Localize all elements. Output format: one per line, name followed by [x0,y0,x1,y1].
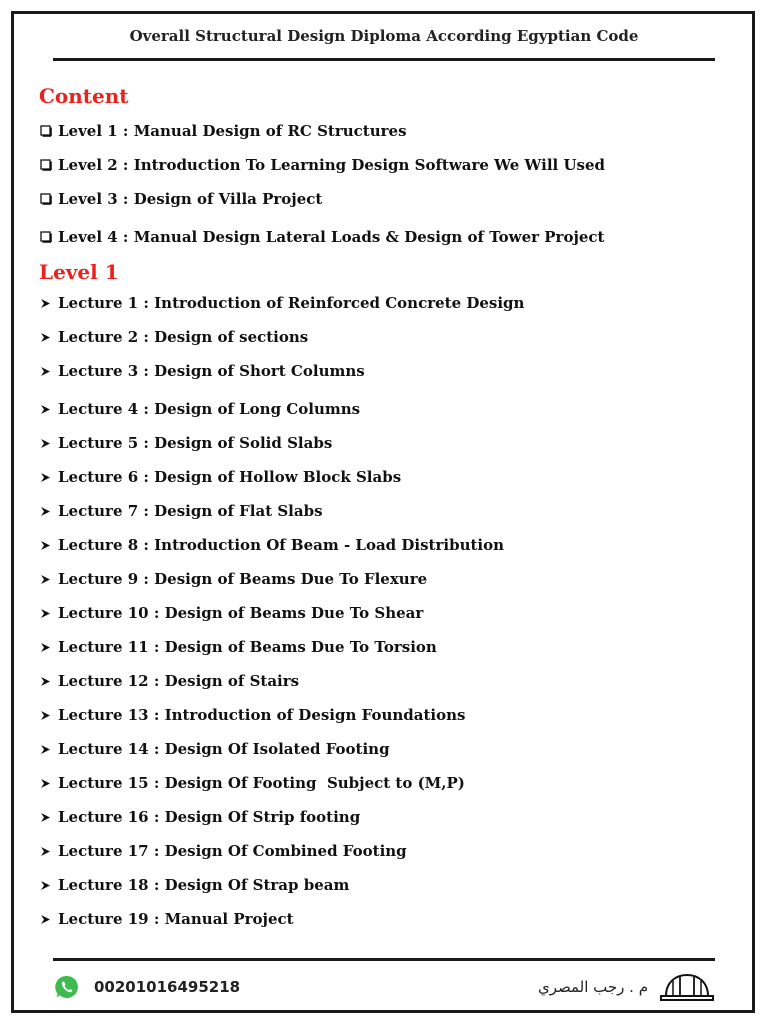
arrow-bullet-icon [40,704,58,726]
footer-divider [53,958,715,961]
lecture-item-label: Lecture 19 : Manual Project [58,910,294,928]
lecture-item-8 [40,534,504,556]
lecture-item-6 [40,466,401,488]
lecture-item-label: Lecture 7 : Design of Flat Slabs [58,502,323,520]
lecture-item-label: Lecture 17 : Design Of Combined Footing [58,842,407,860]
lecture-item-11 [40,636,437,658]
lecture-item-18 [40,874,349,896]
arrow-bullet-icon [40,908,58,930]
arrow-bullet-icon [40,840,58,862]
arrow-bullet-icon [40,738,58,760]
lecture-item-label: Lecture 11 : Design of Beams Due To Torsion [58,638,437,656]
arrow-bullet-icon [40,466,58,488]
lecture-item-9 [40,568,427,590]
lecture-item-19 [40,908,294,930]
lecture-item-label: Lecture 8 : Introduction Of Beam - Load Distribution [58,536,505,554]
level-item-label: Level 2 : Introduction To Learning Design Software We Will Used [58,156,606,174]
lecture-item-label: Lecture 15 : Design Of Footing Subject to (M,P) [58,774,465,792]
header-divider [53,58,715,61]
document-title: Overall Structural Design Diploma According Egyptian Code [129,27,639,45]
arrow-bullet-icon [40,534,58,556]
lecture-item-7 [40,500,323,522]
arrow-bullet-icon [40,292,58,314]
whatsapp-icon [54,974,80,1000]
arrow-bullet-icon [40,398,58,420]
lecture-item-5 [40,432,332,454]
lecture-item-label: Lecture 14 : Design Of Isolated Footing [58,740,390,758]
hard-hat-icon [658,970,716,1004]
level-1-heading: Level 1 [39,260,119,284]
checkbox-icon [40,226,58,248]
lecture-item-16 [40,806,360,828]
lecture-item-label: Lecture 10 : Design of Beams Due To Shear [58,604,424,622]
level-item-label: Level 3 : Design of Villa Project [58,190,323,208]
arrow-bullet-icon [40,432,58,454]
lecture-item-label: Lecture 13 : Introduction of Design Foundations [58,706,466,724]
checkbox-icon [40,120,58,142]
arrow-bullet-icon [40,636,58,658]
lecture-item-15 [40,772,465,794]
lecture-item-label: Lecture 18 : Design Of Strap beam [58,876,350,894]
contact-phone [54,974,240,1000]
lecture-item-label: Lecture 12 : Design of Stairs [58,672,300,690]
lecture-item-17 [40,840,407,862]
arrow-bullet-icon [40,772,58,794]
lecture-item-4 [40,398,360,420]
lecture-item-label: Lecture 3 : Design of Short Columns [58,362,365,380]
lecture-item-3 [40,360,365,382]
lecture-item-2 [40,326,308,348]
lecture-item-14 [40,738,390,760]
lecture-item-label: Lecture 9 : Design of Beams Due To Flexure [58,570,428,588]
arrow-bullet-icon [40,874,58,896]
arrow-bullet-icon [40,568,58,590]
lecture-item-label: Lecture 6 : Design of Hollow Block Slabs [58,468,402,486]
level-item-3 [40,188,322,210]
level-item-4 [40,226,604,248]
level-item-2 [40,154,605,176]
lecture-item-label: Lecture 2 : Design of sections [58,328,309,346]
arrow-bullet-icon [40,806,58,828]
author-name: م . رجب المصري [537,978,648,996]
arrow-bullet-icon [40,670,58,692]
lecture-item-12 [40,670,299,692]
level-item-1 [40,120,407,142]
content-heading: Content [39,84,129,108]
lecture-item-1 [40,292,524,314]
level-item-label: Level 4 : Manual Design Lateral Loads & Design of Tower Project [58,228,605,246]
checkbox-icon [40,154,58,176]
lecture-item-13 [40,704,465,726]
author-signature [538,970,716,1004]
arrow-bullet-icon [40,500,58,522]
arrow-bullet-icon [40,326,58,348]
lecture-item-label: Lecture 16 : Design Of Strip footing [58,808,361,826]
checkbox-icon [40,188,58,210]
lecture-item-label: Lecture 5 : Design of Solid Slabs [58,434,333,452]
level-item-label: Level 1 : Manual Design of RC Structures [58,122,407,140]
arrow-bullet-icon [40,602,58,624]
arrow-bullet-icon [40,360,58,382]
lecture-item-label: Lecture 4 : Design of Long Columns [58,400,361,418]
lecture-item-label: Lecture 1 : Introduction of Reinforced Concrete Design [58,294,525,312]
phone-number: 00201016495218 [94,978,241,996]
lecture-item-10 [40,602,423,624]
